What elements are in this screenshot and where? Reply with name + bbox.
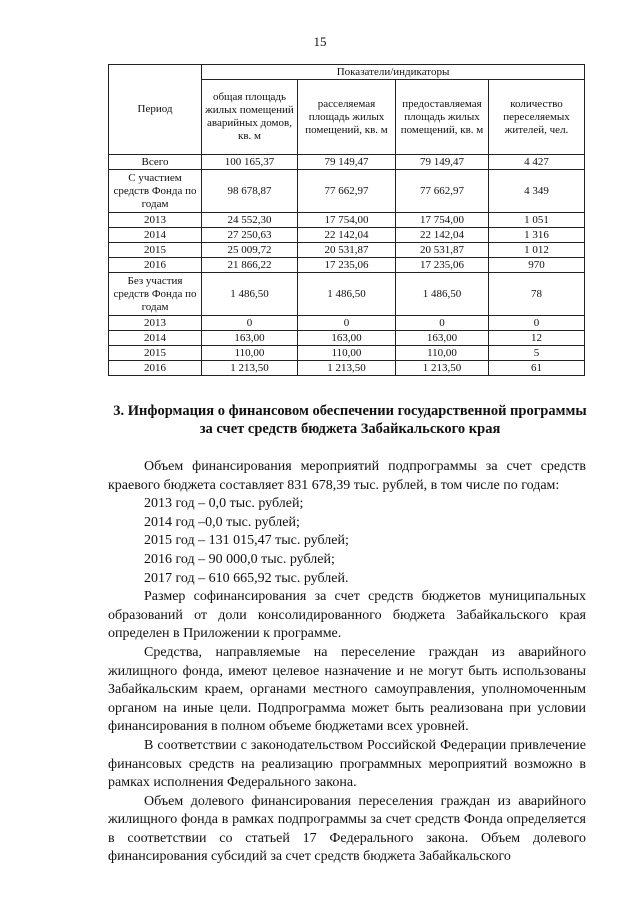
cell: 24 552,30 [202, 213, 298, 228]
cell: 0 [202, 316, 298, 331]
row-period: 2016 [109, 361, 202, 376]
row-period: 2014 [109, 228, 202, 243]
cell: 1 486,50 [396, 273, 489, 316]
row-period: 2014 [109, 331, 202, 346]
cell: 22 142,04 [396, 228, 489, 243]
cell: 100 165,37 [202, 155, 298, 170]
row-period: Всего [109, 155, 202, 170]
cell: 4 349 [489, 170, 585, 213]
row-period: 2013 [109, 316, 202, 331]
cell: 163,00 [396, 331, 489, 346]
row-period: Без участия средств Фонда по годам [109, 273, 202, 316]
cell: 25 009,72 [202, 243, 298, 258]
cell: 1 213,50 [396, 361, 489, 376]
cell: 79 149,47 [298, 155, 396, 170]
column-header-provided-area: предоставляемая площадь жилых помещений, кв. м [396, 80, 489, 155]
cell: 0 [396, 316, 489, 331]
cell: 27 250,63 [202, 228, 298, 243]
year-line: 2015 год – 131 015,47 тыс. рублей; [144, 533, 349, 549]
cell: 1 316 [489, 228, 585, 243]
indicators-table [108, 64, 585, 376]
cell: 22 142,04 [298, 228, 396, 243]
cell: 1 051 [489, 213, 585, 228]
paragraph: Размер софинансирования за счет средств бюджетов муниципальных образований от доли консолидированного бюджета Забайкальского края определен в Приложении к программе. [108, 589, 586, 642]
period-header: Период [109, 65, 202, 155]
indicators-group-header: Показатели/индикаторы [202, 65, 585, 80]
cell: 20 531,87 [298, 243, 396, 258]
cell: 20 531,87 [396, 243, 489, 258]
table-row [109, 346, 585, 361]
cell: 17 754,00 [298, 213, 396, 228]
cell: 4 427 [489, 155, 585, 170]
cell: 77 662,97 [298, 170, 396, 213]
page-number: 15 [313, 34, 327, 49]
paragraph: Объем долевого финансирования переселения граждан из аварийного жилищного фонда в рамках подпрограммы за счет средств Фонда определяется в соответствии со статьей 17 Федерального закона. Объем долевого финансирования субсидий за счет средств бюджета Забайкальского [108, 793, 586, 865]
section-heading: 3. Информация о финансовом обеспечении государственной программы за счет средств бюджета Забайкальского края [113, 403, 587, 437]
row-period: 2016 [109, 258, 202, 273]
table-row [109, 258, 585, 273]
cell: 1 486,50 [298, 273, 396, 316]
intro-paragraph: Объем финансирования мероприятий подпрограммы за счет средств краевого бюджета составляет 831 678,39 тыс. рублей, в том числе по годам: [108, 459, 586, 493]
table-row [109, 213, 585, 228]
cell: 163,00 [298, 331, 396, 346]
cell: 110,00 [298, 346, 396, 361]
year-line: 2014 год –0,0 тыс. рублей; [144, 514, 300, 530]
cell: 1 213,50 [298, 361, 396, 376]
cell: 17 235,06 [396, 258, 489, 273]
cell: 78 [489, 273, 585, 316]
cell: 0 [298, 316, 396, 331]
year-line: 2016 год – 90 000,0 тыс. рублей; [144, 551, 335, 567]
cell: 21 866,22 [202, 258, 298, 273]
cell: 110,00 [202, 346, 298, 361]
table-row [109, 273, 585, 316]
table-row [109, 228, 585, 243]
cell: 77 662,97 [396, 170, 489, 213]
cell: 17 754,00 [396, 213, 489, 228]
year-line: 2017 год – 610 665,92 тыс. рублей. [144, 570, 349, 586]
cell: 17 235,06 [298, 258, 396, 273]
row-period: 2015 [109, 346, 202, 361]
table-row [109, 316, 585, 331]
row-period: С участием средств Фонда по годам [109, 170, 202, 213]
row-period: 2015 [109, 243, 202, 258]
cell: 163,00 [202, 331, 298, 346]
cell: 61 [489, 361, 585, 376]
table-row [109, 331, 585, 346]
table-row [109, 243, 585, 258]
table-row [109, 361, 585, 376]
section-body [108, 458, 586, 867]
paragraph: В соответствии с законодательством Российской Федерации привлечение финансовых средств на реализацию программных мероприятий возможно в рамках исполнения Федерального закона. [108, 737, 586, 791]
table-row [109, 155, 585, 170]
cell: 98 678,87 [202, 170, 298, 213]
column-header-total-area: общая площадь жилых помещений аварийных домов, кв. м [202, 80, 298, 155]
cell: 5 [489, 346, 585, 361]
cell: 110,00 [396, 346, 489, 361]
paragraph: Средства, направляемые на переселение граждан из аварийного жилищного фонда, имеют целевое назначение и не могут быть использованы Забайкальским краем, органами местного самоуправления, уполномоченным органом на иные цели. Подпрограмма может быть реализована при условии финансирования в полном объеме бюджетами всех уровней. [108, 644, 586, 735]
cell: 79 149,47 [396, 155, 489, 170]
row-period: 2013 [109, 213, 202, 228]
column-header-resettled-area: расселяемая площадь жилых помещений, кв. м [298, 80, 396, 155]
cell: 1 012 [489, 243, 585, 258]
cell: 970 [489, 258, 585, 273]
cell: 1 486,50 [202, 273, 298, 316]
column-header-residents: количество переселяемых жителей, чел. [489, 80, 585, 155]
cell: 0 [489, 316, 585, 331]
table-row [109, 170, 585, 213]
cell: 12 [489, 331, 585, 346]
year-line: 2013 год – 0,0 тыс. рублей; [144, 496, 304, 512]
cell: 1 213,50 [202, 361, 298, 376]
